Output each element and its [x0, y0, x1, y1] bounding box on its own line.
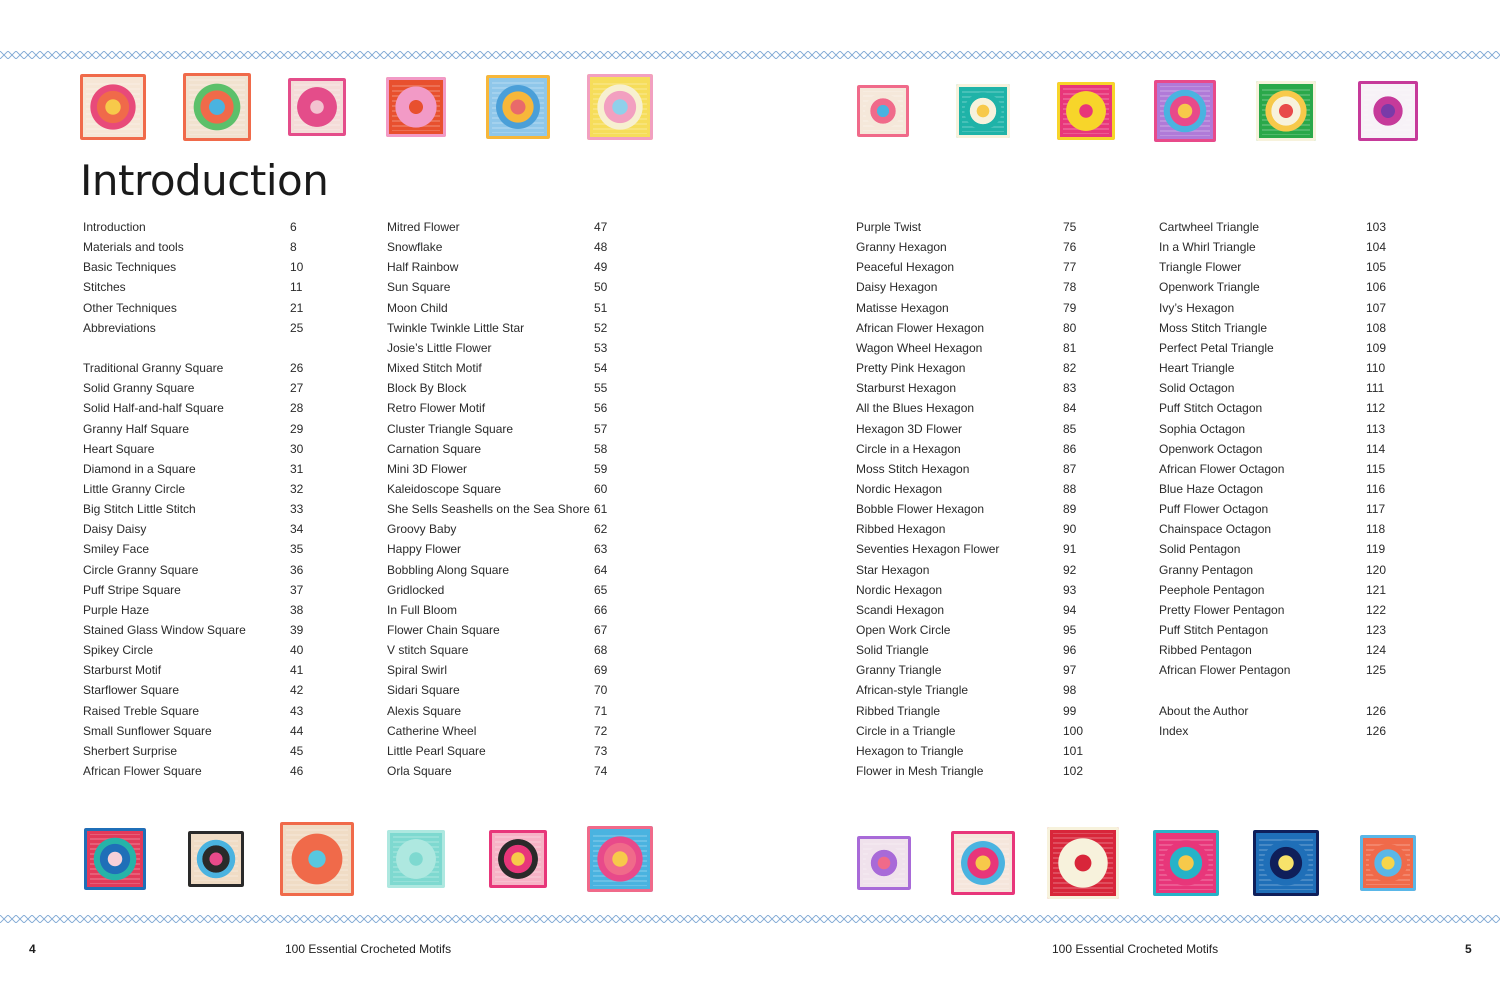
toc-entry-page: 86 — [1063, 441, 1077, 456]
heart-square-motif — [386, 77, 446, 137]
toc-entry-page: 51 — [594, 300, 608, 315]
toc-entry-title: Scandi Hexagon — [856, 602, 945, 617]
toc-entry-page: 32 — [290, 481, 304, 496]
toc-entry-page: 71 — [594, 703, 608, 718]
toc-entry-title: Catherine Wheel — [387, 723, 477, 738]
toc-entry-title: African Flower Square — [83, 764, 202, 779]
toc-entry-page: 27 — [290, 381, 304, 396]
toc-entry-title: Circle Granny Square — [83, 562, 199, 577]
toc-entry-title: Starburst Hexagon — [856, 381, 957, 396]
toc-entry-title: Smiley Face — [83, 542, 150, 557]
toc-entry-title: Nordic Hexagon — [856, 481, 943, 496]
toc-entry-title: Mitred Flower — [387, 220, 460, 234]
toc-entry-page: 6 — [290, 220, 297, 234]
v-stitch-square-motif — [280, 822, 354, 896]
toc-entry-page: 68 — [594, 643, 608, 658]
toc-entry-title: Materials and tools — [83, 240, 184, 255]
top-decorative-border — [0, 51, 1500, 59]
toc-entry-title: Pretty Pink Hexagon — [856, 361, 966, 376]
toc-entry-title: Ribbed Pentagon — [1159, 643, 1252, 658]
toc-entry-title: Solid Pentagon — [1159, 542, 1241, 557]
toc-entry-page: 25 — [290, 320, 304, 335]
toc-entry-title: All the Blues Hexagon — [856, 401, 975, 416]
toc-entry-page: 85 — [1063, 421, 1077, 436]
toc-entry-title: African-style Triangle — [856, 683, 969, 698]
toc-entry-page: 113 — [1366, 421, 1386, 436]
toc-entry-page: 93 — [1063, 582, 1077, 597]
toc-entry-page: 69 — [594, 663, 608, 678]
toc-entry-title: Retro Flower Motif — [387, 401, 486, 416]
snowflake-square-motif — [1047, 827, 1119, 899]
toc-entry-title: Circle in a Triangle — [856, 723, 956, 738]
toc-entry-page: 92 — [1063, 562, 1077, 577]
toc-entry-page: 114 — [1366, 441, 1386, 456]
toc-entry-page: 48 — [594, 240, 608, 255]
toc-entry-title: Daisy Hexagon — [856, 280, 938, 295]
diamond-square-motif — [486, 75, 550, 139]
toc-entry-page: 124 — [1366, 643, 1387, 658]
toc-entry-page: 61 — [594, 502, 608, 517]
toc-entry-page: 66 — [594, 602, 608, 617]
toc-entry-title: About the Author — [1159, 703, 1249, 718]
toc-entry-title: Carnation Square — [387, 441, 482, 456]
toc-entry-page: 34 — [290, 522, 304, 537]
toc-entry-page: 30 — [290, 441, 304, 456]
toc-entry-page: 82 — [1063, 361, 1077, 376]
right-running-footer: 100 Essential Crocheted Motifs — [1052, 942, 1219, 956]
toc-entry-title: Matisse Hexagon — [856, 300, 949, 315]
sun-hexagon-motif — [956, 84, 1010, 138]
toc-entry-page: 97 — [1063, 663, 1077, 678]
toc-entry-page: 108 — [1366, 320, 1387, 335]
toc-entry-title: Alexis Square — [387, 703, 462, 718]
toc-entry-title: Sidari Square — [387, 683, 460, 698]
toc-entry-title: In Full Bloom — [387, 602, 458, 617]
purple-frame-motif — [1358, 81, 1418, 141]
toc-entry-page: 80 — [1063, 320, 1077, 335]
toc-entry-page: 109 — [1366, 340, 1387, 355]
toc-entry-title: Orla Square — [387, 764, 452, 779]
toc-entry-title: V stitch Square — [387, 643, 469, 658]
toc-entry-title: Pretty Flower Pentagon — [1159, 602, 1285, 617]
toc-entry-page: 116 — [1366, 481, 1386, 496]
traditional-granny-square-motif — [80, 74, 146, 140]
toc-entry-page: 83 — [1063, 381, 1077, 396]
toc-entry-page: 100 — [1063, 723, 1084, 738]
toc-entry-page: 87 — [1063, 461, 1077, 476]
toc-entry-page: 43 — [290, 703, 304, 718]
toc-entry-page: 63 — [594, 542, 608, 557]
toc-entry-page: 81 — [1063, 340, 1077, 355]
toc-entry-title: Starburst Motif — [83, 663, 162, 678]
toc-entry-title: Purple Haze — [83, 602, 150, 617]
toc-entry-page: 64 — [594, 562, 608, 577]
toc-entry-page: 50 — [594, 280, 608, 295]
toc-entry-title: Kaleidoscope Square — [387, 481, 502, 496]
toc-entry-page: 79 — [1063, 300, 1077, 315]
toc-entry-title: Groovy Baby — [387, 522, 457, 537]
toc-entry-title: Traditional Granny Square — [83, 361, 224, 376]
toc-entry-page: 67 — [594, 623, 608, 637]
toc-entry-title: Spikey Circle — [83, 643, 154, 658]
toc-entry-title: Stitches — [83, 280, 126, 295]
toc-entry-page: 111 — [1366, 381, 1385, 396]
toc-entry-page: 65 — [594, 582, 608, 597]
toc-entry-title: Perfect Petal Triangle — [1159, 340, 1274, 355]
toc-entry-page: 41 — [290, 663, 304, 678]
flower-chain-square-motif — [387, 830, 445, 888]
toc-entry-page: 55 — [594, 381, 608, 396]
toc-entry-title: She Sells Seashells on the Sea Shore — [387, 502, 590, 517]
toc-entry-title: Peaceful Hexagon — [856, 260, 955, 275]
toc-entry-title: Granny Pentagon — [1159, 562, 1254, 577]
toc-entry-title: African Flower Pentagon — [1159, 663, 1291, 678]
toc-entry-page: 91 — [1063, 542, 1077, 557]
toc-entry-page: 42 — [290, 683, 304, 698]
toc-entry-page: 126 — [1366, 723, 1387, 738]
toc-entry-title: Diamond in a Square — [83, 461, 196, 476]
happy-flower-motif — [489, 830, 547, 888]
toc-entry-page: 106 — [1366, 280, 1387, 295]
toc-entry-page: 59 — [594, 461, 608, 476]
toc-entry-title: Heart Square — [83, 441, 155, 456]
toc-entry-page: 28 — [290, 401, 304, 416]
toc-entry-title: Block By Block — [387, 381, 467, 396]
bottom-decorative-border — [0, 915, 1500, 923]
toc-entry-page: 118 — [1366, 522, 1386, 537]
toc-entry-page: 39 — [290, 623, 304, 637]
toc-entry-title: Sophia Octagon — [1159, 421, 1246, 436]
half-rainbow-motif — [951, 831, 1015, 895]
toc-entry-page: 31 — [290, 461, 304, 476]
toc-entry-title: Wagon Wheel Hexagon — [856, 340, 983, 355]
gridlocked-motif — [188, 831, 244, 887]
toc-entry-title: Bobble Flower Hexagon — [856, 502, 985, 517]
toc-entry-page: 112 — [1366, 401, 1386, 416]
toc-entry-title: Hexagon 3D Flower — [856, 421, 963, 436]
toc-entry-title: Sherbert Surprise — [83, 743, 178, 758]
toc-entry-page: 53 — [594, 340, 608, 355]
toc-entry-title: Little Pearl Square — [387, 743, 486, 758]
toc-entry-title: Other Techniques — [83, 300, 177, 315]
toc-entry-title: Seventies Hexagon Flower — [856, 542, 1000, 557]
toc-entry-title: Half Rainbow — [387, 260, 459, 275]
toc-entry-page: 21 — [290, 300, 304, 315]
toc-entry-page: 76 — [1063, 240, 1077, 255]
toc-entry-title: In a Whirl Triangle — [1159, 240, 1256, 255]
toc-entry-title: Puff Stitch Pentagon — [1159, 623, 1269, 637]
toc-entry-title: Puff Flower Octagon — [1159, 502, 1269, 517]
toc-entry-title: Starflower Square — [83, 683, 180, 698]
toc-entry-title: Cluster Triangle Square — [387, 421, 514, 436]
toc-entry-title: Peephole Pentagon — [1159, 582, 1265, 597]
toc-entry-title: Index — [1159, 723, 1189, 738]
toc-entry-title: Big Stitch Little Stitch — [83, 502, 196, 517]
toc-entry-title: Spiral Swirl — [387, 663, 448, 678]
toc-entry-page: 47 — [594, 220, 608, 234]
toc-entry-page: 126 — [1366, 703, 1387, 718]
toc-entry-title: Happy Flower — [387, 542, 462, 557]
right-page-number: 5 — [1465, 942, 1472, 956]
toc-entry-title: Bobbling Along Square — [387, 562, 510, 577]
toc-entry-title: Open Work Circle — [856, 623, 951, 637]
toc-entry-title: African Flower Octagon — [1159, 461, 1285, 476]
toc-entry-title: Ribbed Hexagon — [856, 522, 946, 537]
toc-entry-page: 49 — [594, 260, 608, 275]
toc-entry-page: 84 — [1063, 401, 1077, 416]
toc-entry-page: 94 — [1063, 602, 1077, 617]
toc-entry-title: Solid Octagon — [1159, 381, 1235, 396]
toc-entry-title: Small Sunflower Square — [83, 723, 212, 738]
toc-entry-page: 98 — [1063, 683, 1077, 698]
toc-entry-page: 45 — [290, 743, 304, 758]
toc-entry-page: 29 — [290, 421, 304, 436]
toc-entry-page: 123 — [1366, 623, 1387, 637]
smiley-face-motif — [1057, 82, 1115, 140]
toc-entry-title: Solid Triangle — [856, 643, 929, 658]
toc-entry-page: 88 — [1063, 481, 1077, 496]
toc-entry-page: 33 — [290, 502, 304, 517]
retro-flower-motif — [587, 826, 653, 892]
toc-entry-page: 125 — [1366, 663, 1387, 678]
toc-entry-title: Openwork Octagon — [1159, 441, 1263, 456]
toc-entry-title: Granny Hexagon — [856, 240, 947, 255]
toc-entry-title: Cartwheel Triangle — [1159, 220, 1260, 234]
toc-entry-page: 56 — [594, 401, 608, 416]
toc-entry-page: 78 — [1063, 280, 1077, 295]
moon-child-motif — [1253, 830, 1319, 896]
toc-entry-page: 107 — [1366, 300, 1387, 315]
kaleidoscope-motif — [84, 828, 146, 890]
toc-entry-page: 36 — [290, 562, 304, 577]
toc-entry-title: Moss Stitch Triangle — [1159, 320, 1268, 335]
toc-entry-title: Basic Techniques — [83, 260, 177, 275]
toc-entry-page: 73 — [594, 743, 608, 758]
toc-entry-title: Moon Child — [387, 300, 448, 315]
page-title: Introduction — [80, 156, 329, 205]
toc-entry-page: 101 — [1063, 743, 1084, 758]
toc-entry-title: Circle in a Hexagon — [856, 441, 961, 456]
toc-entry-title: Solid Granny Square — [83, 381, 195, 396]
toc-entry-page: 54 — [594, 361, 608, 376]
toc-entry-title: Triangle Flower — [1159, 260, 1242, 275]
toc-entry-title: Chainspace Octagon — [1159, 522, 1272, 537]
toc-entry-page: 103 — [1366, 220, 1387, 234]
toc-entry-title: Granny Triangle — [856, 663, 942, 678]
toc-entry-page: 99 — [1063, 703, 1077, 718]
toc-entry-title: Gridlocked — [387, 582, 445, 597]
toc-entry-page: 121 — [1366, 582, 1387, 597]
toc-entry-title: Mini 3D Flower — [387, 461, 468, 476]
toc-entry-title: Puff Stitch Octagon — [1159, 401, 1263, 416]
toc-entry-page: 77 — [1063, 260, 1077, 275]
toc-entry-title: Solid Half-and-half Square — [83, 401, 224, 416]
toc-entry-page: 60 — [594, 481, 608, 496]
stained-glass-motif — [1256, 81, 1316, 141]
toc-entry-page: 46 — [290, 764, 304, 779]
toc-entry-page: 90 — [1063, 522, 1077, 537]
toc-entry-title: Heart Triangle — [1159, 361, 1235, 376]
half-and-half-square-motif — [288, 78, 346, 136]
toc-entry-title: Nordic Hexagon — [856, 582, 943, 597]
starburst-motif-motif — [857, 85, 909, 137]
solid-granny-square-motif — [183, 73, 251, 141]
twinkle-star-motif — [1360, 835, 1416, 891]
purple-flower-hexagon-motif — [857, 836, 911, 890]
toc-entry-page: 70 — [594, 683, 608, 698]
toc-entry-page: 119 — [1366, 542, 1386, 557]
left-running-footer: 100 Essential Crocheted Motifs — [285, 942, 452, 956]
circle-granny-square-motif — [587, 74, 653, 140]
toc-entry-page: 120 — [1366, 562, 1387, 577]
toc-entry-title: Granny Half Square — [83, 421, 190, 436]
toc-entry-page: 105 — [1366, 260, 1387, 275]
toc-entry-title: Josie’s Little Flower — [387, 340, 492, 355]
toc-entry-title: Snowflake — [387, 240, 443, 255]
toc-entry-page: 102 — [1063, 764, 1084, 779]
toc-entry-title: Purple Twist — [856, 220, 922, 234]
toc-entry-page: 44 — [290, 723, 304, 738]
toc-entry-page: 57 — [594, 421, 608, 436]
toc-entry-title: Stained Glass Window Square — [83, 623, 246, 637]
toc-entry-page: 8 — [290, 240, 297, 255]
left-page-number: 4 — [29, 942, 36, 956]
toc-entry-title: Twinkle Twinkle Little Star — [387, 320, 525, 335]
toc-entry-page: 37 — [290, 582, 304, 597]
toc-entry-title: Star Hexagon — [856, 562, 930, 577]
toc-entry-title: Raised Treble Square — [83, 703, 200, 718]
toc-entry-page: 110 — [1366, 361, 1386, 376]
toc-entry-page: 52 — [594, 320, 608, 335]
toc-entry-title: Sun Square — [387, 280, 451, 295]
toc-entry-title: Little Granny Circle — [83, 481, 186, 496]
toc-entry-page: 11 — [290, 280, 303, 295]
toc-entry-page: 95 — [1063, 623, 1077, 637]
toc-entry-title: Mixed Stitch Motif — [387, 361, 482, 376]
toc-entry-page: 26 — [290, 361, 304, 376]
toc-entry-page: 35 — [290, 542, 304, 557]
toc-entry-title: Introduction — [83, 220, 146, 234]
toc-entry-title: Abbreviations — [83, 320, 156, 335]
toc-entry-title: Puff Stripe Square — [83, 582, 181, 597]
toc-entry-title: Ivy’s Hexagon — [1159, 300, 1235, 315]
toc-entry-page: 115 — [1366, 461, 1386, 476]
toc-entry-page: 117 — [1366, 502, 1386, 517]
toc-entry-page: 58 — [594, 441, 608, 456]
toc-entry-page: 75 — [1063, 220, 1077, 234]
toc-entry-title: Ribbed Triangle — [856, 703, 941, 718]
toc-entry-page: 89 — [1063, 502, 1077, 517]
toc-entry-page: 72 — [594, 723, 608, 738]
toc-entry-title: Openwork Triangle — [1159, 280, 1260, 295]
toc-entry-page: 104 — [1366, 240, 1387, 255]
toc-entry-page: 40 — [290, 643, 304, 658]
toc-entry-title: Moss Stitch Hexagon — [856, 461, 970, 476]
toc-entry-page: 122 — [1366, 602, 1387, 617]
toc-entry-page: 96 — [1063, 643, 1077, 658]
toc-entry-title: Blue Haze Octagon — [1159, 481, 1264, 496]
toc-entry-title: Flower in Mesh Triangle — [856, 764, 984, 779]
toc-entry-title: Flower Chain Square — [387, 623, 500, 637]
toc-entry-page: 10 — [290, 260, 304, 275]
sun-square-motif — [1153, 830, 1219, 896]
toc-entry-page: 74 — [594, 764, 608, 779]
toc-entry-title: African Flower Hexagon — [856, 320, 985, 335]
purple-haze-motif — [1154, 80, 1216, 142]
toc-entry-title: Daisy Daisy — [83, 522, 147, 537]
toc-entry-title: Hexagon to Triangle — [856, 743, 964, 758]
toc-entry-page: 38 — [290, 602, 304, 617]
toc-entry-page: 62 — [594, 522, 608, 537]
